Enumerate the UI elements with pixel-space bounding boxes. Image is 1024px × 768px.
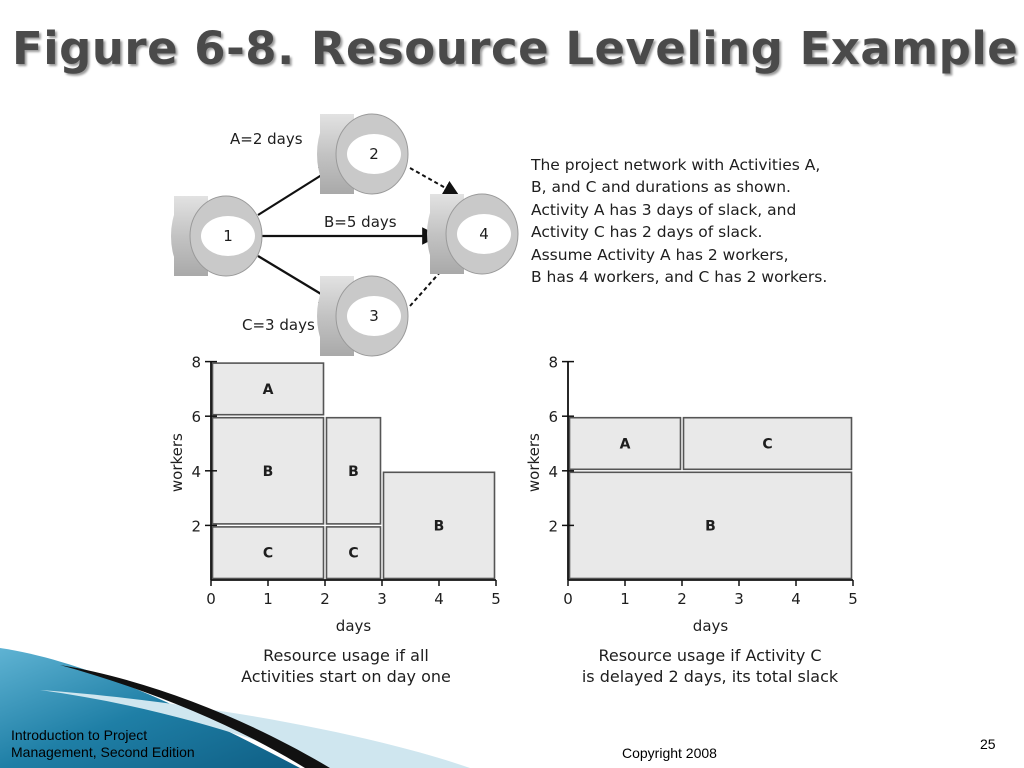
description-line: Activity C has 2 days of slack.: [531, 223, 763, 242]
x-tick-label: 2: [677, 590, 687, 608]
caption-line: Activities start on day one: [241, 667, 451, 686]
x-tick-label: 5: [491, 590, 501, 608]
x-tick-label: 2: [320, 590, 330, 608]
y-tick-label: 4: [191, 462, 201, 481]
description-line: The project network with Activities A,: [531, 156, 821, 174]
edge-b-label: B=5 days: [324, 213, 397, 231]
node-2: [317, 114, 408, 194]
footer-course-line: Management, Second Edition: [11, 744, 195, 760]
y-tick-label: 6: [548, 408, 558, 427]
y-tick-label: 8: [191, 353, 201, 372]
node-3-label: 3: [369, 307, 379, 325]
node-3: [317, 276, 408, 356]
resource-chart-c-delayed: [525, 354, 858, 635]
chart-1-caption: [196, 645, 496, 687]
x-tick-label: 3: [377, 590, 387, 608]
edge-2-4: [410, 168, 458, 195]
x-tick-label: 4: [434, 590, 444, 608]
footer-course: [11, 727, 195, 761]
block-label: B: [262, 463, 274, 480]
block-label: B: [433, 518, 445, 535]
y-tick-label: 6: [191, 408, 201, 427]
x-tick-label: 0: [206, 590, 216, 608]
x-axis-label: days: [335, 617, 372, 635]
block-label: C: [762, 436, 773, 453]
y-axis-label: workers: [525, 433, 543, 493]
slide-title: Figure 6-8. Resource Leveling Example: [12, 22, 1019, 75]
description-line: B has 4 workers, and C has 2 workers.: [531, 268, 828, 287]
project-network-diagram: [171, 114, 518, 356]
block-label: B: [705, 518, 716, 535]
x-tick-label: 1: [620, 590, 630, 608]
block-label: C: [262, 545, 274, 562]
y-tick-label: 2: [548, 517, 558, 536]
x-tick-label: 0: [563, 590, 573, 608]
node-1: [171, 196, 262, 276]
node-4: [427, 194, 518, 274]
description-line: Activity A has 3 days of slack, and: [531, 200, 797, 219]
page-number: 25: [980, 736, 996, 752]
footer-course-line: Introduction to Project: [11, 727, 148, 743]
network-description: [531, 154, 871, 288]
node-2-label: 2: [369, 145, 379, 163]
x-tick-label: 1: [263, 590, 273, 608]
edge-a-label: A=2 days: [230, 130, 303, 148]
y-tick-label: 8: [548, 353, 558, 372]
block-label: A: [619, 436, 631, 453]
caption-line: Resource usage if Activity C: [598, 646, 822, 665]
y-axis-label: workers: [168, 433, 186, 493]
y-tick-label: 4: [548, 462, 558, 481]
y-tick-label: 2: [191, 517, 201, 536]
x-tick-label: 4: [791, 590, 801, 608]
x-tick-label: 3: [734, 590, 744, 608]
edge-c-label: C=3 days: [242, 316, 315, 334]
block-label: B: [348, 463, 359, 480]
chart-2-caption: [560, 645, 860, 687]
x-axis-label: days: [692, 617, 729, 635]
node-4-label: 4: [479, 225, 489, 243]
x-tick-label: 5: [848, 590, 858, 608]
caption-line: Resource usage if all: [263, 646, 429, 665]
description-line: Assume Activity A has 2 workers,: [531, 245, 789, 264]
resource-chart-all-start-day-one: [168, 354, 501, 635]
node-1-label: 1: [223, 227, 233, 245]
footer-copyright: Copyright 2008: [622, 745, 717, 761]
block-label: A: [262, 381, 274, 398]
block-label: C: [348, 545, 359, 562]
description-line: B, and C and durations as shown.: [531, 178, 791, 197]
caption-line: is delayed 2 days, its total slack: [581, 667, 839, 686]
